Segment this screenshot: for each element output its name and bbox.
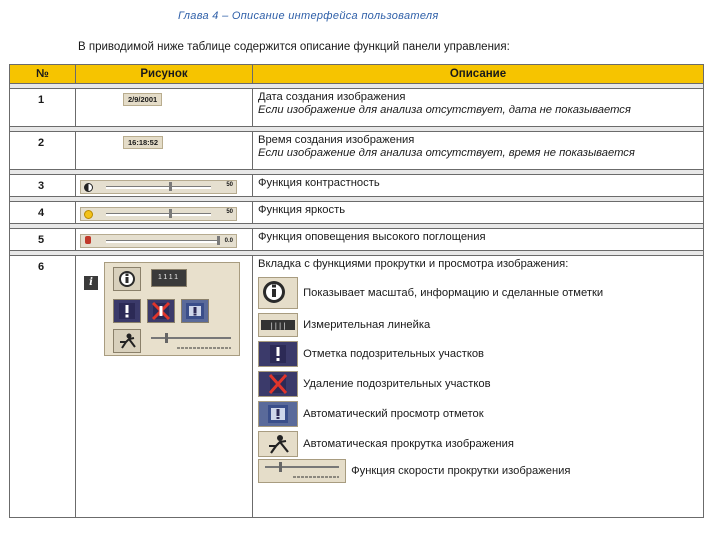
row-figure: [76, 175, 253, 197]
list-item: [258, 341, 699, 367]
row-number: 3: [10, 175, 76, 197]
auto-view-button[interactable]: [181, 299, 209, 323]
mark-button[interactable]: [113, 299, 141, 323]
delete-mark-button[interactable]: [147, 299, 175, 323]
list-item: [258, 371, 699, 397]
scroll-speed-icon: [147, 333, 233, 351]
row-number: 4: [10, 202, 76, 224]
item-label: Автоматический просмотр отметок: [303, 407, 484, 420]
mark-icon: [114, 300, 140, 322]
list-item: [258, 459, 699, 483]
item-label: Удаление подозрительных участков: [303, 377, 491, 390]
delete-mark-icon: [258, 371, 298, 397]
intro-text: В приводимой ниже таблице содержится описание функций панели управления:: [78, 41, 510, 53]
panel-box: [104, 262, 240, 356]
mark-icon: [258, 341, 298, 367]
auto-view-icon: [258, 401, 298, 427]
item-label: Отметка подозрительных участков: [303, 347, 485, 360]
auto-scroll-icon: [114, 330, 140, 352]
table-row: [10, 89, 704, 127]
slider-thumb[interactable]: [169, 209, 172, 218]
header-num: №: [10, 65, 76, 84]
table-row: [10, 256, 704, 518]
slider-thumb[interactable]: [217, 236, 220, 245]
row-number: 2: [10, 132, 76, 170]
info-tab-icon[interactable]: i: [84, 276, 98, 290]
row-description: [253, 229, 704, 251]
description-note: Если изображение для анализа отсутствует, дата не показывается: [258, 104, 631, 116]
row-description: [253, 202, 704, 224]
row-description: [253, 132, 704, 170]
table-row: [10, 132, 704, 170]
alert-icon: [85, 236, 91, 244]
delete-mark-icon: [148, 300, 174, 322]
row-number: 5: [10, 229, 76, 251]
description-text: Время создания изображения: [258, 134, 415, 146]
item-label: Показывает масштаб, информацию и сделанные отметки: [303, 286, 604, 299]
info-icon: [258, 277, 298, 309]
slider-thumb[interactable]: [169, 182, 172, 191]
item-label: Измерительная линейка: [303, 318, 431, 331]
list-item: [258, 277, 699, 309]
row-description: [253, 175, 704, 197]
scroll-view-panel: [84, 262, 242, 356]
table-row: [10, 202, 704, 224]
scroll-speed-slider[interactable]: [147, 333, 233, 351]
date-badge: 2/9/2001: [123, 93, 162, 106]
contrast-slider[interactable]: [80, 180, 237, 194]
row-figure: [76, 202, 253, 224]
info-icon: [114, 268, 140, 290]
description-text: Дата создания изображения: [258, 91, 406, 103]
list-item: [258, 313, 699, 337]
slider-track: [106, 186, 211, 189]
table-header-row: [10, 65, 704, 84]
row-description: [253, 256, 704, 518]
ruler-icon: [258, 313, 298, 337]
auto-scroll-icon: [258, 431, 298, 457]
description-note: Если изображение для анализа отсутствует, время не показывается: [258, 147, 635, 159]
brightness-icon: [84, 210, 93, 219]
controls-table: [9, 64, 704, 518]
slider-value: 0.0: [224, 238, 233, 244]
scroll-speed-icon: [258, 459, 346, 483]
brightness-slider[interactable]: [80, 207, 237, 221]
row-number: 1: [10, 89, 76, 127]
description-text: Функция контрастность: [258, 177, 380, 189]
row-description: [253, 89, 704, 127]
table-row: [10, 175, 704, 197]
row-figure: [76, 89, 253, 127]
row-figure: [76, 132, 253, 170]
table-row: [10, 229, 704, 251]
row-figure: [76, 229, 253, 251]
chapter-title: Глава 4 – Описание интерфейса пользователя: [178, 10, 439, 22]
row-number: 6: [10, 256, 76, 518]
slider-track: [106, 240, 218, 243]
auto-view-icon: [182, 300, 208, 322]
list-item: [258, 401, 699, 427]
ruler-icon: 1111: [157, 274, 180, 281]
high-absorption-slider[interactable]: [80, 234, 237, 248]
contrast-icon: [84, 183, 93, 192]
svg-text:||||: ||||: [269, 322, 287, 330]
item-label: Автоматическая прокрутка изображения: [303, 437, 514, 450]
header-figure: Рисунок: [76, 65, 253, 84]
row-figure: [76, 256, 253, 518]
time-badge: 16:18:52: [123, 136, 163, 149]
slider-value: 50: [226, 182, 233, 188]
header-description: Описание: [253, 65, 704, 84]
slider-value: 50: [226, 209, 233, 215]
description-text: Вкладка с функциями прокрутки и просмотра изображения:: [258, 258, 569, 270]
info-button[interactable]: [113, 267, 141, 291]
ruler-button[interactable]: [151, 269, 187, 287]
description-text: Функция оповещения высокого поглощения: [258, 231, 486, 243]
list-item: [258, 431, 699, 457]
slider-track: [106, 213, 211, 216]
item-label: Функция скорости прокрутки изображения: [351, 464, 571, 477]
auto-scroll-button[interactable]: [113, 329, 141, 353]
description-text: Функция яркость: [258, 204, 346, 216]
